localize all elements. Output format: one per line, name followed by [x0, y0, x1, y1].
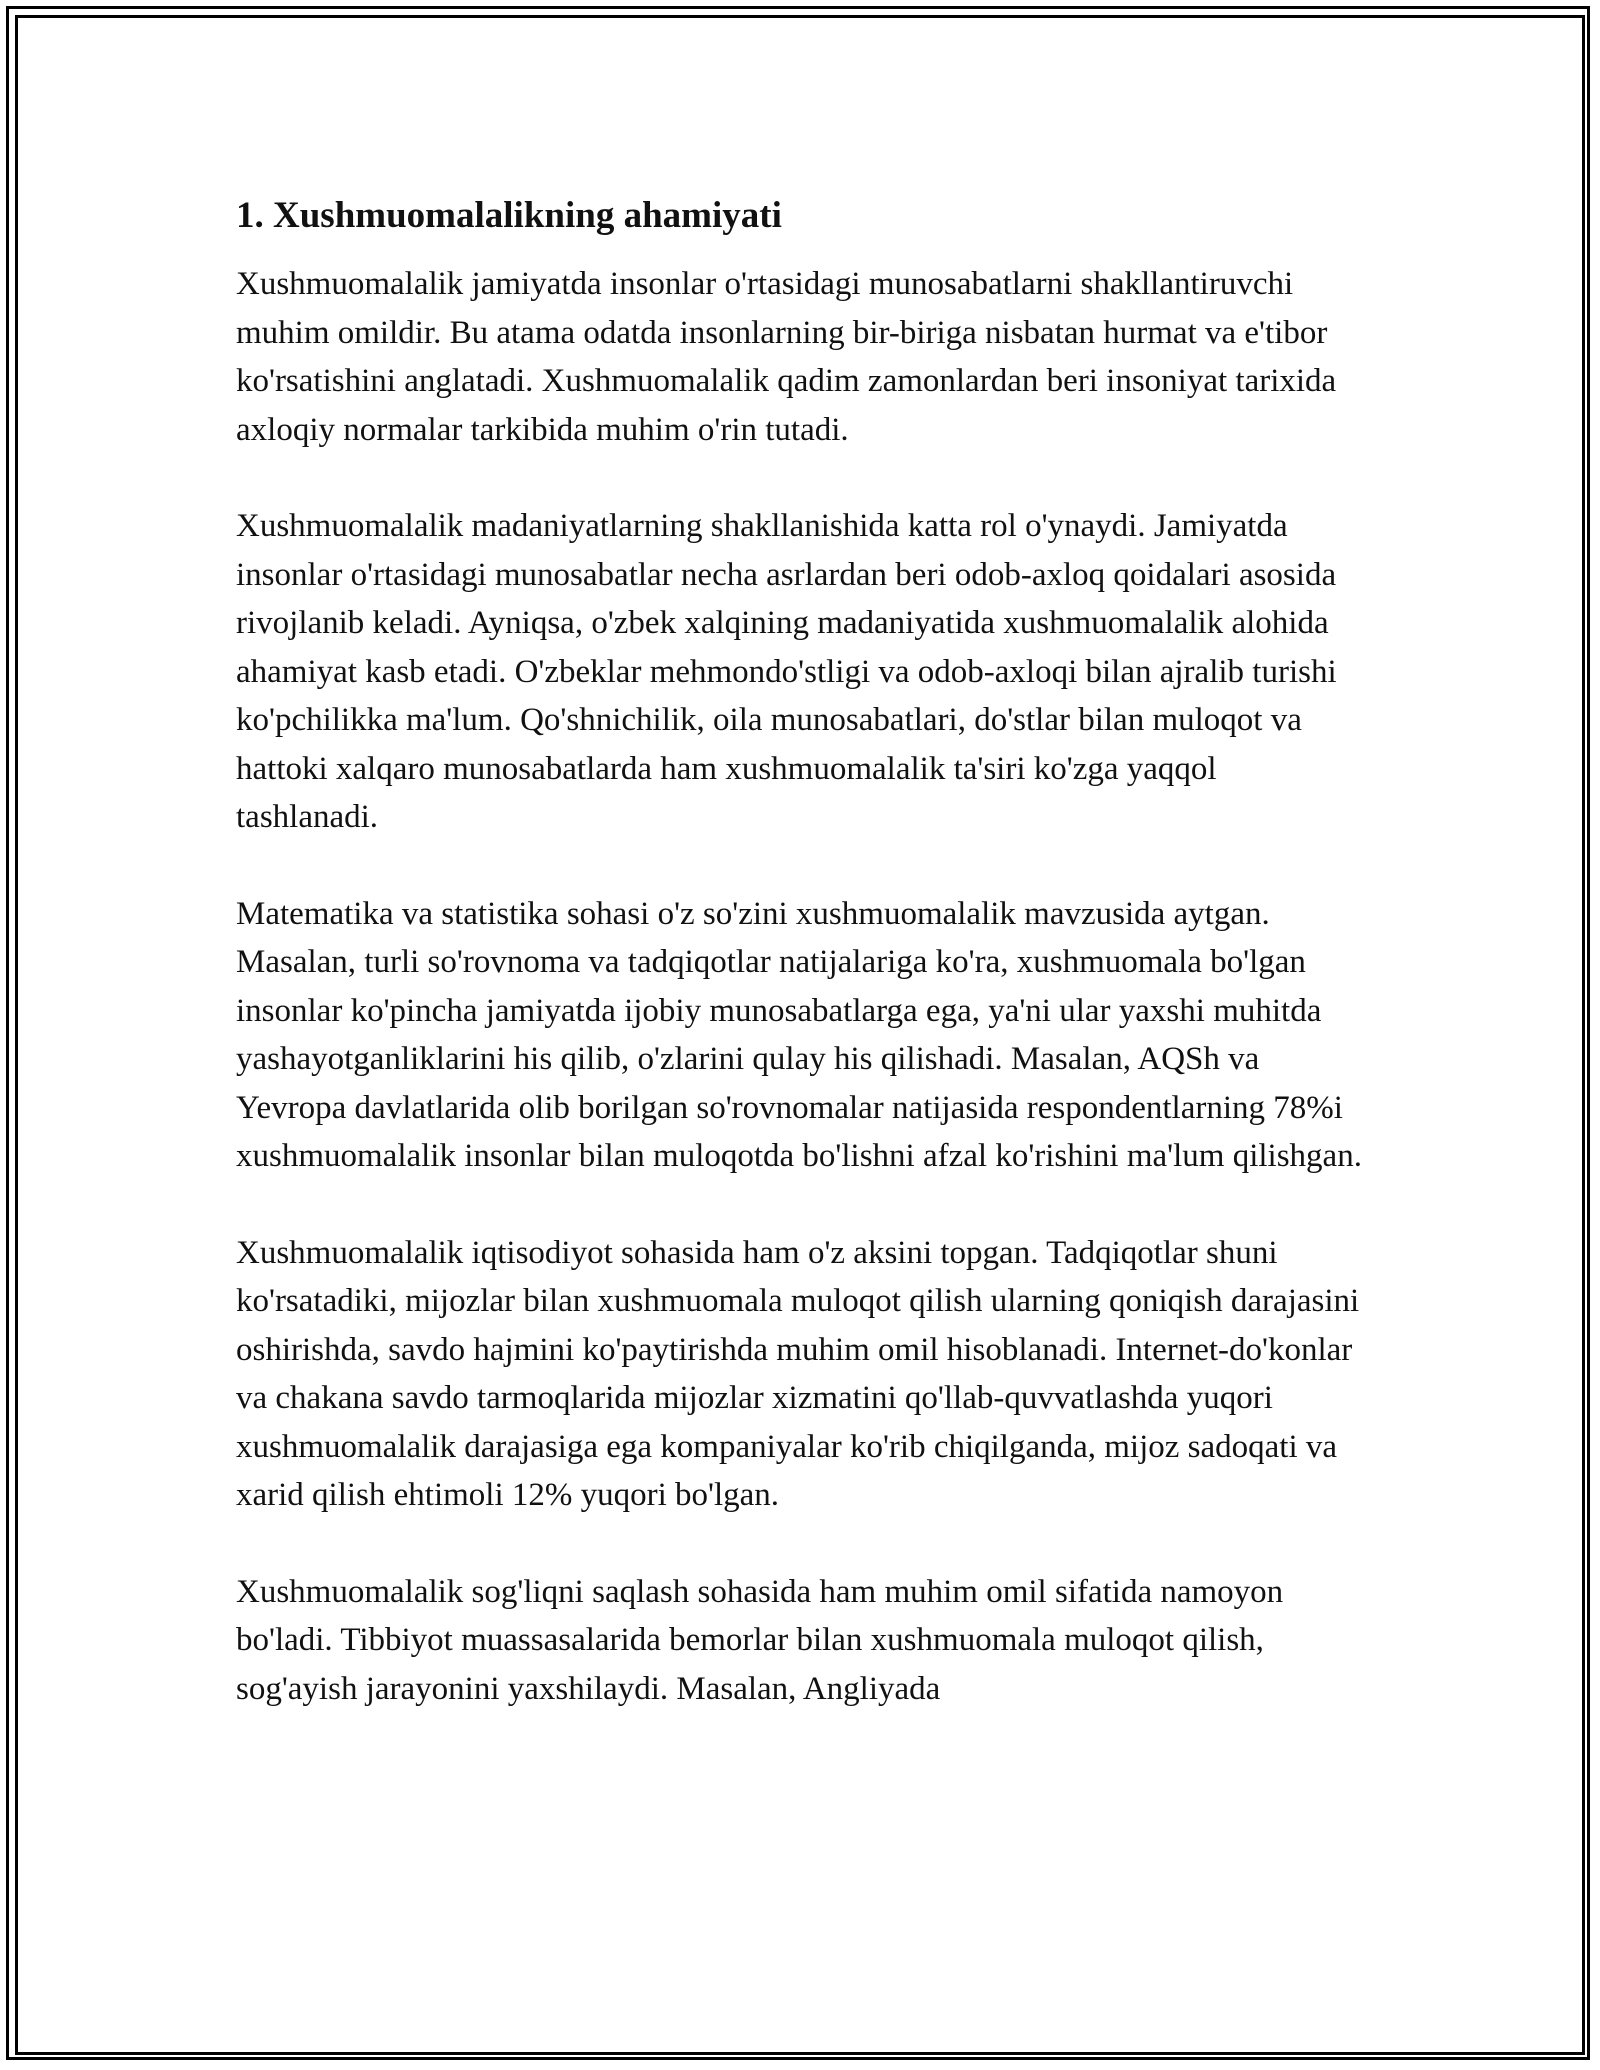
paragraph-4: Xushmuomalalik iqtisodiyot sohasida ham o'z aksini topgan. Tadqiqotlar shuni ko'rsatadiki, mijozlar bilan xushmuomala muloqot qilish ularning qoniqish darajasini oshirishda, savdo hajmini ko'paytirishda muhim omil hisoblanadi. Internet-do'konlar va chakana savdo tarmoqlarida mijozlar xizmatini qo'llab-quvvatlashda yuqori xushmuomalalik darajasiga ega kompaniyalar ko'rib chiqilganda, mijoz sadoqati va xarid qilish ehtimoli 12% yuqori bo'lgan. — [236, 1234, 1360, 1513]
paragraph-3: Matematika va statistika sohasi o'z so'zini xushmuomalalik mavzusida aytgan. Masalan, turli so'rovnoma va tadqiqotlar natijalariga ko'ra, xushmuomala bo'lgan insonlar ko'pincha jamiyatda ijobiy munosabatlarga ega, ya'ni ular yaxshi muhitda yashayotganliklarini his qilib, o'zlarini qulay his qilishadi. Masalan, AQSh va Yevropa davlatlarida olib borilgan so'rovnomalar natijasida respondentlarning 78%i xushmuomalalik insonlar bilan muloqotda bo'lishni afzal ko'rishini ma'lum qilishgan. — [236, 895, 1362, 1174]
paragraph-2: Xushmuomalalik madaniyatlarning shakllanishida katta rol o'ynaydi. Jamiyatda insonlar o'rtasidagi munosabatlar necha asrlardan beri odob-axloq qoidalari asosida rivojlanib keladi. Ayniqsa, o'zbek xalqining madaniyatida xushmuomalalik alohida ahamiyat kasb etadi. O'zbeklar mehmondo'stligi va odob-axloqi bilan ajralib turishi ko'pchilikka ma'lum. Qo'shnichilik, oila munosabatlari, do'stlar bilan muloqot va hattoki xalqaro munosabatlarda ham xushmuomalalik ta'siri ko'zga yaqqol tashlanadi. — [236, 508, 1337, 835]
document-body — [236, 188, 1366, 1761]
section-title: 1. Xushmuomalalikning ahamiyati — [236, 195, 782, 236]
paragraph-5: Xushmuomalalik sog'liqni saqlash sohasida ham muhim omil sifatida namoyon bo'ladi. Tibbiyot muassasalarida bemorlar bilan xushmuomala muloqot qilish, sog'ayish jarayonini yaxshilaydi. Masalan, Angliyada — [236, 1573, 1284, 1707]
paragraph-1: Xushmuomalalik jamiyatda insonlar o'rtasidagi munosabatlarni shakllantiruvchi muhim omildir. Bu atama odatda insonlarning bir-biriga nisbatan hurmat va e'tibor ko'rsatishini anglatadi. Xushmuomalalik qadim zamonlardan beri insoniyat tarixida axloqiy normalar tarkibida muhim o'rin tutadi. — [236, 266, 1337, 448]
